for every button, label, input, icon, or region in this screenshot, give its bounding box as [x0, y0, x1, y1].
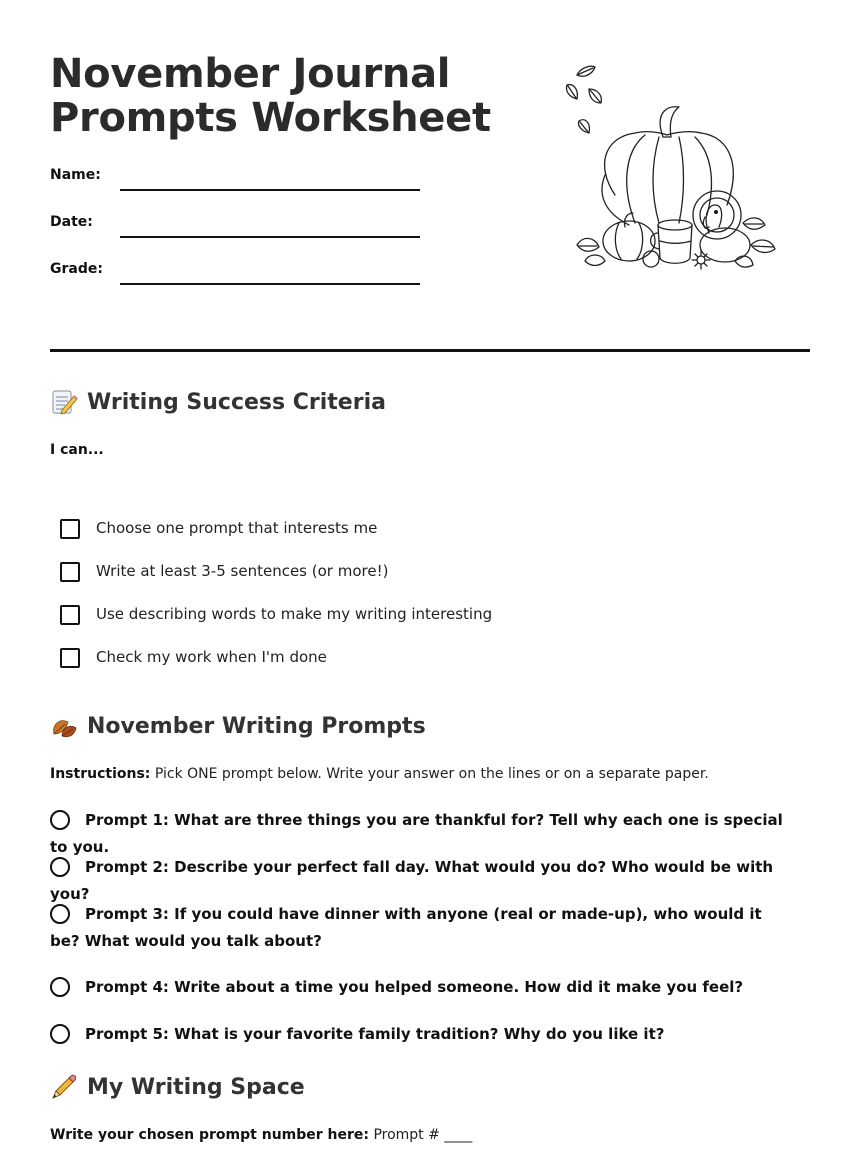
- criteria-checkbox[interactable]: [60, 648, 80, 668]
- prompt-option[interactable]: [50, 901, 790, 955]
- criteria-item-text: Check my work when I'm done: [96, 647, 327, 666]
- prompt-option[interactable]: [50, 807, 790, 861]
- criteria-checkbox[interactable]: [60, 605, 80, 625]
- sunflower-icon: [692, 251, 710, 269]
- prompt-radio[interactable]: [50, 1024, 70, 1044]
- criteria-checkbox[interactable]: [60, 519, 80, 539]
- leaf-icon: [589, 89, 601, 103]
- prompt-text: Prompt 2: Describe your perfect fall day. What would you do? Who would be with you?: [50, 858, 774, 903]
- prompt-option[interactable]: [50, 974, 790, 1001]
- name-line[interactable]: [120, 189, 420, 191]
- name-label: Name:: [50, 167, 101, 183]
- criteria-checkbox[interactable]: [60, 562, 80, 582]
- chosen-prompt-value: Prompt # ____: [369, 1127, 473, 1143]
- prompt-text: Prompt 5: What is your favorite family tradition? Why do you like it?: [85, 1025, 665, 1043]
- date-line[interactable]: [120, 236, 420, 238]
- pumpkin-icon: [602, 107, 733, 225]
- writing-space-heading-text: My Writing Space: [87, 1074, 305, 1100]
- criteria-intro: I can...: [50, 442, 104, 458]
- criteria-item[interactable]: [60, 635, 492, 678]
- criteria-item[interactable]: [60, 506, 492, 549]
- worksheet-title: [50, 52, 491, 140]
- section-divider: [50, 349, 810, 352]
- criteria-item-text: Write at least 3-5 sentences (or more!): [96, 561, 389, 580]
- pumpkin-turkey-mug-leaves-illustration: [555, 55, 790, 280]
- prompt-radio[interactable]: [50, 857, 70, 877]
- criteria-item-text: Choose one prompt that interests me: [96, 518, 378, 537]
- prompts-heading-text: November Writing Prompts: [87, 713, 426, 739]
- date-label: Date:: [50, 214, 93, 230]
- name-field[interactable]: [50, 164, 430, 194]
- criteria-item-text: Use describing words to make my writing interesting: [96, 604, 493, 623]
- grade-field[interactable]: [50, 258, 430, 288]
- prompt-radio[interactable]: [50, 810, 70, 830]
- criteria-list: [60, 506, 492, 678]
- prompt-text: Prompt 1: What are three things you are thankful for? Tell why each one is special to you.: [50, 811, 783, 856]
- chosen-prompt-label: Write your chosen prompt number here:: [50, 1127, 369, 1143]
- criteria-heading: [50, 388, 386, 416]
- leaf-icon: [566, 85, 577, 99]
- prompt-radio[interactable]: [50, 904, 70, 924]
- writing-space-heading: [50, 1073, 305, 1101]
- grade-line[interactable]: [120, 283, 420, 285]
- criteria-heading-text: Writing Success Criteria: [87, 389, 386, 415]
- fallen-leaf-icon: [50, 712, 78, 740]
- mug-icon: [651, 220, 692, 263]
- grade-label: Grade:: [50, 261, 103, 277]
- memo-icon: [50, 388, 78, 416]
- leaf-icon: [577, 66, 595, 76]
- prompt-text: Prompt 3: If you could have dinner with anyone (real or made-up), who would it be? What would you talk about?: [50, 905, 762, 950]
- chosen-prompt-line[interactable]: [50, 1127, 472, 1143]
- instructions: [50, 766, 709, 782]
- prompt-text: Prompt 4: Write about a time you helped someone. How did it make you feel?: [85, 978, 744, 996]
- prompt-option[interactable]: [50, 854, 790, 908]
- leaf-icon: [578, 120, 589, 133]
- title-line-2: Prompts Worksheet: [50, 95, 491, 141]
- criteria-item[interactable]: [60, 592, 492, 635]
- prompt-radio[interactable]: [50, 977, 70, 997]
- criteria-item[interactable]: [60, 549, 492, 592]
- date-field[interactable]: [50, 211, 430, 241]
- pencil-icon: [50, 1073, 78, 1101]
- leaf-cluster-icon: [577, 218, 775, 267]
- prompts-heading: [50, 712, 426, 740]
- title-line-1: November Journal: [50, 51, 451, 97]
- instructions-text: Pick ONE prompt below. Write your answer on the lines or on a separate paper.: [150, 766, 709, 782]
- prompt-option[interactable]: [50, 1021, 790, 1048]
- instructions-label: Instructions:: [50, 766, 151, 782]
